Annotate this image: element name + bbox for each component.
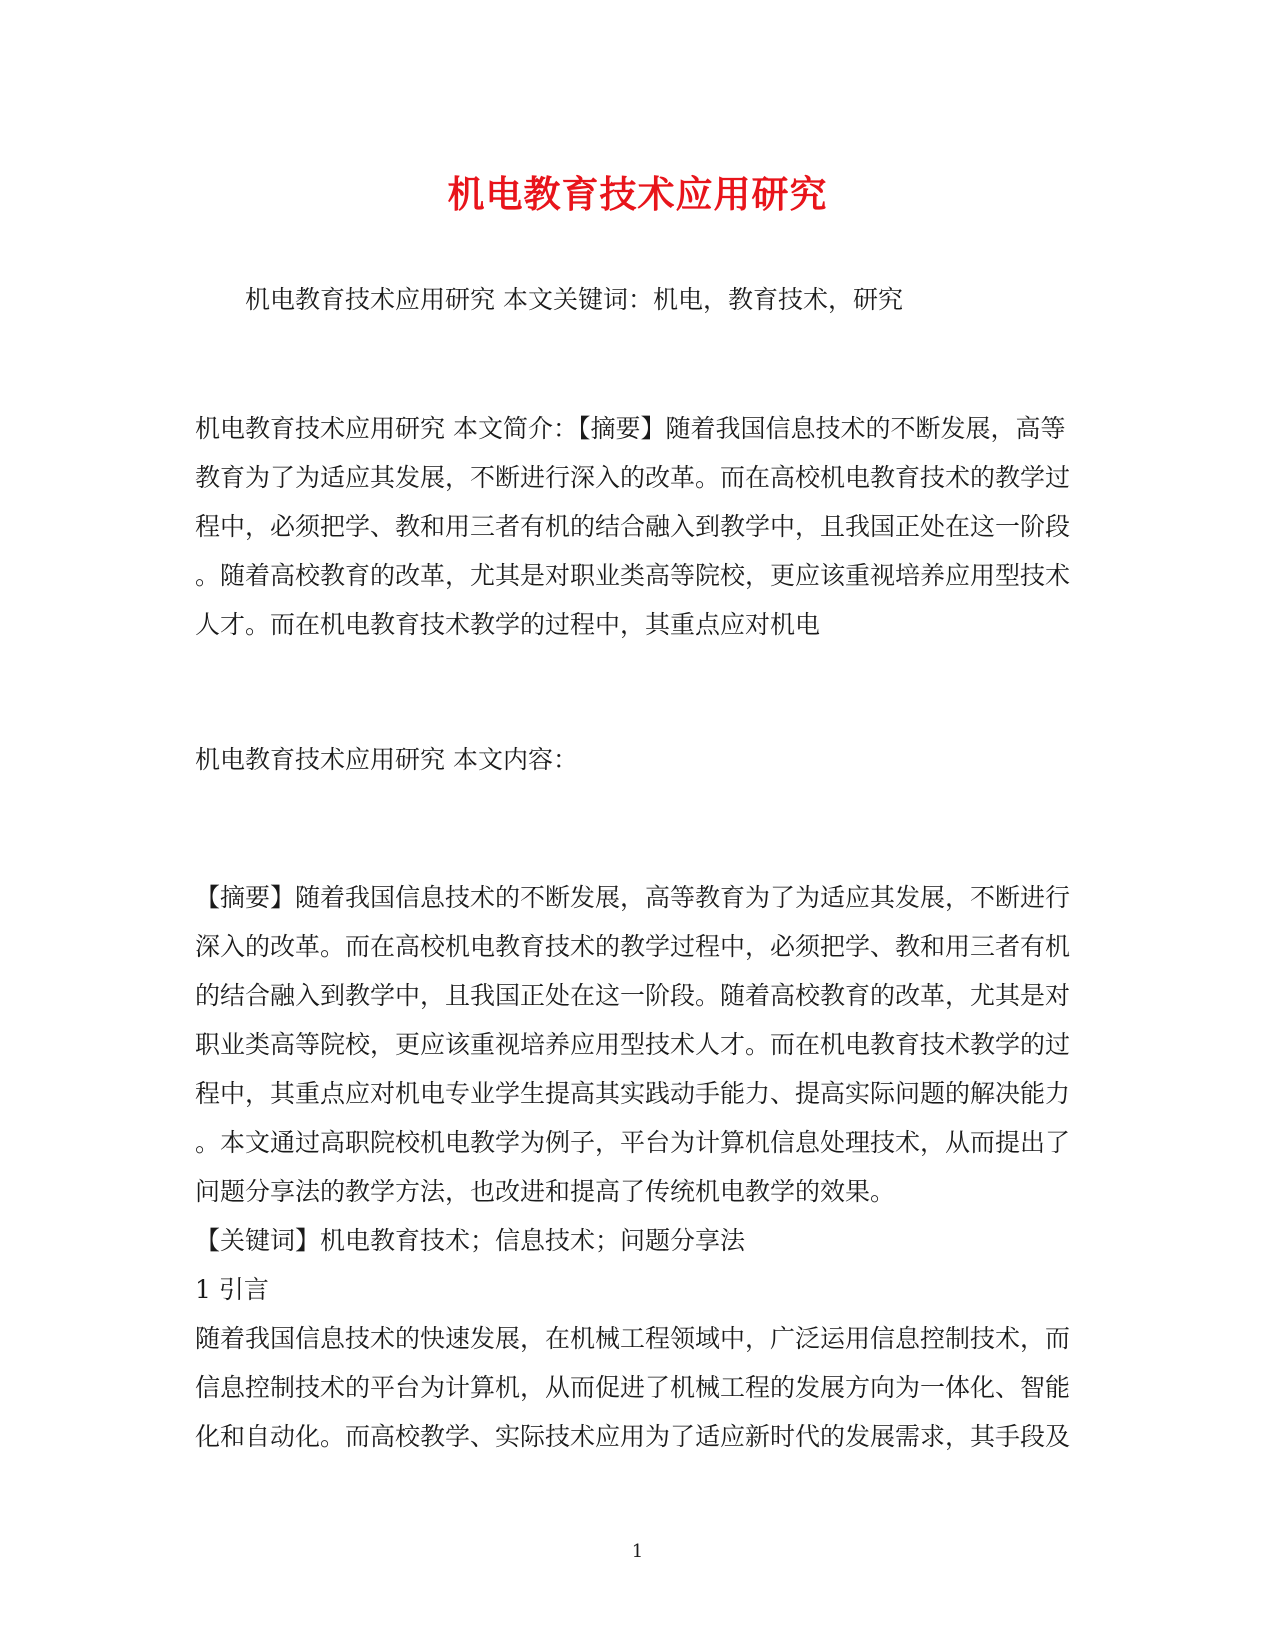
body-line: 深入的改革。而在高校机电教育技术的教学过程中，必须把学、教和用三者有机 [195, 932, 1071, 961]
intro-paragraph [195, 404, 1095, 649]
body-line: 。本文通过高职院校机电教学为例子，平台为计算机信息处理技术，从而提出了 [195, 1128, 1071, 1157]
content-heading: 机电教育技术应用研究 本文内容： [195, 745, 578, 774]
intro-line: 。随着高校教育的改革，尤其是对职业类高等院校，更应该重视培养应用型技术 [195, 561, 1071, 590]
body-text [195, 873, 1095, 1461]
keywords-label: 【关键词】机电教育技术；信息技术；问题分享法 [195, 1226, 746, 1255]
body-line: 的结合融入到教学中，且我国正处在这一阶段。随着高校教育的改革，尤其是对 [195, 981, 1071, 1010]
intro-line: 程中，必须把学、教和用三者有机的结合融入到教学中，且我国正处在这一阶段 [195, 512, 1071, 541]
body-line: 【摘要】随着我国信息技术的不断发展，高等教育为了为适应其发展，不断进行 [195, 883, 1071, 912]
document-title: 机电教育技术应用研究 [447, 172, 828, 216]
page-number: 1 [631, 1541, 644, 1562]
body-line: 问题分享法的教学方法，也改进和提高了传统机电教学的效果。 [195, 1177, 896, 1206]
intro-line: 教育为了为适应其发展，不断进行深入的改革。而在高校机电教育技术的教学过 [195, 463, 1071, 492]
keywords-line: 机电教育技术应用研究 本文关键词：机电，教育技术，研究 [245, 285, 903, 314]
intro-line: 机电教育技术应用研究 本文简介：【摘要】随着我国信息技术的不断发展，高等 [195, 414, 1066, 443]
body-line: 化和自动化。而高校教学、实际技术应用为了适应新时代的发展需求，其手段及 [195, 1422, 1071, 1451]
body-line: 信息控制技术的平台为计算机，从而促进了机械工程的发展方向为一体化、智能 [195, 1373, 1071, 1402]
intro-line: 人才。而在机电教育技术教学的过程中，其重点应对机电 [195, 610, 821, 639]
body-line: 程中，其重点应对机电专业学生提高其实践动手能力、提高实际问题的解决能力 [195, 1079, 1071, 1108]
section-heading: 1 引言 [195, 1275, 269, 1304]
body-line: 随着我国信息技术的快速发展，在机械工程领域中，广泛运用信息控制技术，而 [195, 1324, 1071, 1353]
body-line: 职业类高等院校，更应该重视培养应用型技术人才。而在机电教育技术教学的过 [195, 1030, 1071, 1059]
